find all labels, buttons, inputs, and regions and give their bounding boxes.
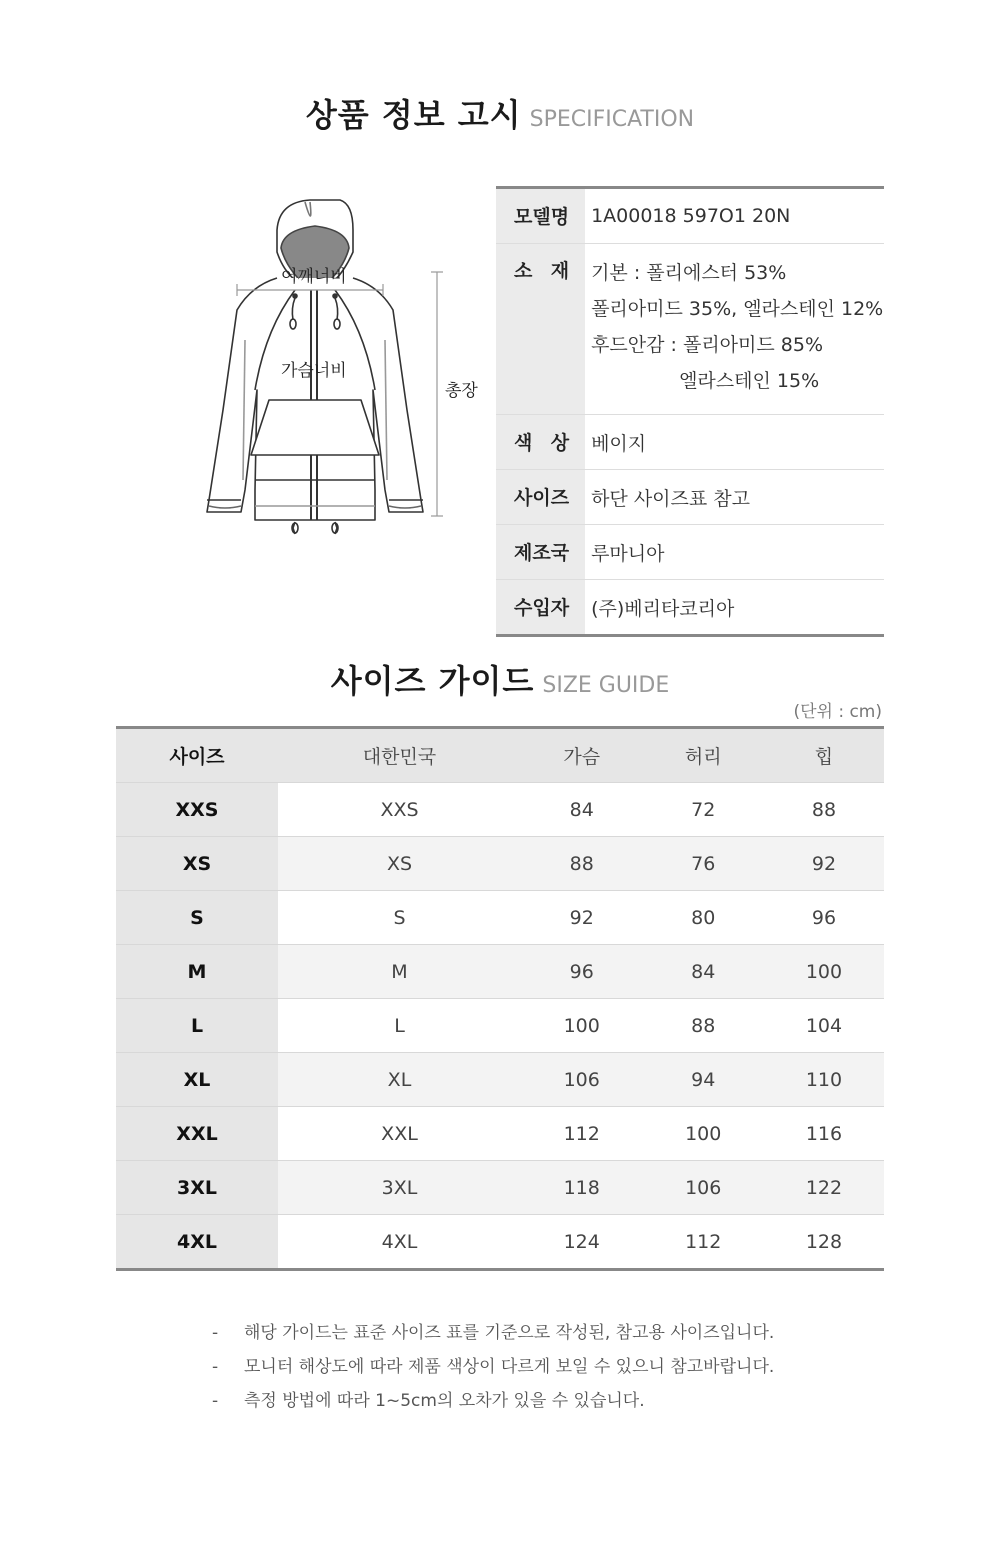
cell-waist: 112 xyxy=(642,1215,764,1270)
spec-value-material xyxy=(585,244,884,415)
cell-chest: 88 xyxy=(521,837,643,891)
table-row xyxy=(116,945,884,999)
cell-chest: 124 xyxy=(521,1215,643,1270)
cell-waist: 84 xyxy=(642,945,764,999)
spec-section-title xyxy=(0,90,1000,136)
header-size: 사이즈 xyxy=(116,728,278,783)
spec-row-model xyxy=(496,188,884,244)
cell-korea: XXL xyxy=(278,1107,521,1161)
spec-label-color: 색 상 xyxy=(496,415,585,470)
cell-hip: 122 xyxy=(764,1161,884,1215)
cell-size: XL xyxy=(116,1053,278,1107)
cell-waist: 72 xyxy=(642,783,764,837)
spec-title-en: SPECIFICATION xyxy=(529,107,695,132)
note-text: 모니터 해상도에 따라 제품 색상이 다르게 보일 수 있으니 참고바랍니다. xyxy=(244,1357,775,1377)
cell-korea: S xyxy=(278,891,521,945)
notes-list xyxy=(212,1316,774,1418)
note-dash: - xyxy=(212,1391,219,1411)
material-line: 후드안감 : 폴리아미드 85% xyxy=(591,334,824,356)
spec-value-size: 하단 사이즈표 참고 xyxy=(585,470,884,525)
cell-korea: XL xyxy=(278,1053,521,1107)
table-row xyxy=(116,1053,884,1107)
spec-label-material: 소 재 xyxy=(496,244,585,415)
cell-chest: 84 xyxy=(521,783,643,837)
cell-chest: 106 xyxy=(521,1053,643,1107)
cell-hip: 110 xyxy=(764,1053,884,1107)
header-hip: 힙 xyxy=(764,728,884,783)
note-text: 측정 방법에 따라 1~5cm의 오차가 있을 수 있습니다. xyxy=(244,1391,645,1411)
cell-waist: 76 xyxy=(642,837,764,891)
table-row xyxy=(116,1107,884,1161)
size-table-header xyxy=(116,728,884,783)
cell-hip: 96 xyxy=(764,891,884,945)
total-length-label: 총장 xyxy=(445,381,478,401)
cell-waist: 106 xyxy=(642,1161,764,1215)
cell-hip: 128 xyxy=(764,1215,884,1270)
cell-chest: 100 xyxy=(521,999,643,1053)
header-korea: 대한민국 xyxy=(278,728,521,783)
spec-label-importer: 수 입 자 xyxy=(496,580,585,636)
spec-value-origin: 루마니아 xyxy=(585,525,884,580)
cell-size: S xyxy=(116,891,278,945)
table-row xyxy=(116,891,884,945)
spec-label-size: 사 이 즈 xyxy=(496,470,585,525)
spec-value-model: 1A00018 597O1 20N xyxy=(585,188,884,244)
header-waist: 허리 xyxy=(642,728,764,783)
size-guide-title xyxy=(0,656,1000,702)
cell-chest: 96 xyxy=(521,945,643,999)
cell-korea: 3XL xyxy=(278,1161,521,1215)
cell-korea: XS xyxy=(278,837,521,891)
note-item xyxy=(212,1350,774,1384)
note-text: 해당 가이드는 표준 사이즈 표를 기준으로 작성된, 참고용 사이즈입니다. xyxy=(244,1323,775,1343)
cell-hip: 104 xyxy=(764,999,884,1053)
cell-hip: 116 xyxy=(764,1107,884,1161)
size-table xyxy=(116,726,884,1271)
jacket-illustration xyxy=(195,190,495,550)
cell-korea: M xyxy=(278,945,521,999)
spec-row-size xyxy=(496,470,884,525)
table-row xyxy=(116,783,884,837)
note-item xyxy=(212,1384,774,1418)
cell-waist: 88 xyxy=(642,999,764,1053)
cell-chest: 112 xyxy=(521,1107,643,1161)
material-line: 폴리아미드 35%, 엘라스테인 12% xyxy=(591,298,884,320)
spec-title-ko: 상품 정보 고시 xyxy=(305,96,522,134)
table-row xyxy=(116,837,884,891)
header-chest: 가슴 xyxy=(521,728,643,783)
note-item xyxy=(212,1316,774,1350)
cell-chest: 92 xyxy=(521,891,643,945)
cell-size: XS xyxy=(116,837,278,891)
spec-label-origin: 제 조 국 xyxy=(496,525,585,580)
cell-size: 4XL xyxy=(116,1215,278,1270)
cell-chest: 118 xyxy=(521,1161,643,1215)
spec-table xyxy=(496,186,884,637)
spec-row-importer xyxy=(496,580,884,636)
cell-size: XXL xyxy=(116,1107,278,1161)
size-table-body xyxy=(116,783,884,1270)
spec-label-model: 모 델 명 xyxy=(496,188,585,244)
cell-waist: 94 xyxy=(642,1053,764,1107)
cell-korea: 4XL xyxy=(278,1215,521,1270)
cell-korea: XXS xyxy=(278,783,521,837)
cell-waist: 80 xyxy=(642,891,764,945)
note-dash: - xyxy=(212,1357,219,1377)
spec-row-material xyxy=(496,244,884,415)
material-line: 기본 : 폴리에스터 53% xyxy=(591,262,787,284)
size-guide-title-ko: 사이즈 가이드 xyxy=(330,662,535,700)
spec-row-origin xyxy=(496,525,884,580)
chest-width-label: 가슴너비 xyxy=(281,361,347,381)
cell-korea: L xyxy=(278,999,521,1053)
note-dash: - xyxy=(212,1323,219,1343)
shoulder-width-label: 어깨너비 xyxy=(281,267,347,287)
table-row xyxy=(116,1161,884,1215)
table-row xyxy=(116,1215,884,1270)
spec-value-importer: (주)베리타코리아 xyxy=(585,580,884,636)
spec-row-color xyxy=(496,415,884,470)
unit-note: (단위 : cm) xyxy=(793,702,882,722)
material-line: 엘라스테인 15% xyxy=(679,370,820,392)
cell-hip: 100 xyxy=(764,945,884,999)
spec-value-color: 베이지 xyxy=(585,415,884,470)
cell-size: L xyxy=(116,999,278,1053)
cell-hip: 92 xyxy=(764,837,884,891)
cell-waist: 100 xyxy=(642,1107,764,1161)
cell-hip: 88 xyxy=(764,783,884,837)
cell-size: M xyxy=(116,945,278,999)
size-guide-title-en: SIZE GUIDE xyxy=(542,673,670,698)
table-row xyxy=(116,999,884,1053)
cell-size: XXS xyxy=(116,783,278,837)
cell-size: 3XL xyxy=(116,1161,278,1215)
